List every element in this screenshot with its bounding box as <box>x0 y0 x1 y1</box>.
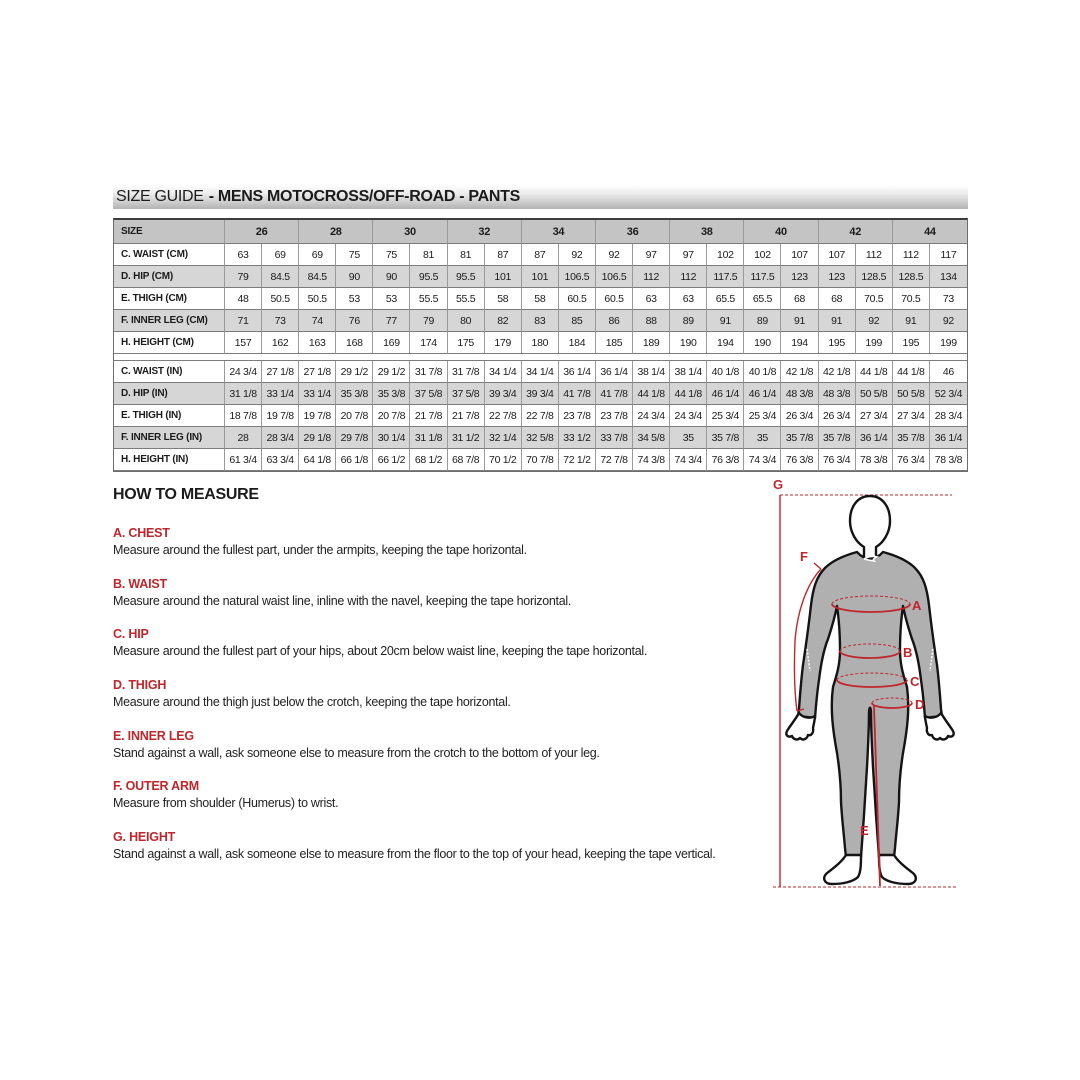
size-cell: 86 <box>596 310 633 332</box>
size-cell: 107 <box>781 244 818 266</box>
measure-section <box>113 627 833 660</box>
size-cell: 33 7/8 <box>596 427 633 449</box>
size-cell: 24 3/4 <box>633 405 670 427</box>
measure-section-label: G. HEIGHT <box>113 829 176 844</box>
size-cell: 163 <box>299 332 336 354</box>
size-cell: 102 <box>707 244 744 266</box>
figure-left-foot <box>824 855 861 884</box>
measure-section-label: F. OUTER ARM <box>113 779 200 794</box>
size-cell: 60.5 <box>559 288 596 310</box>
how-to-measure-section <box>113 486 833 880</box>
size-cell: 77 <box>373 310 410 332</box>
size-cell: 73 <box>262 310 299 332</box>
size-cell: 35 7/8 <box>707 427 744 449</box>
size-cell: 20 7/8 <box>336 405 373 427</box>
size-cell: 36 1/4 <box>856 427 893 449</box>
how-to-measure-heading: HOW TO MEASURE <box>113 486 259 503</box>
size-cell: 27 1/8 <box>262 361 299 383</box>
size-cell: 72 7/8 <box>596 449 633 471</box>
size-cell: 157 <box>225 332 262 354</box>
size-cell: 27 3/4 <box>856 405 893 427</box>
size-cell: 92 <box>856 310 893 332</box>
measure-section-label: A. CHEST <box>113 526 170 540</box>
label-a: A <box>912 598 922 613</box>
row-label: C. WAIST (IN) <box>114 361 225 383</box>
measure-section-text: Measure around the fullest part of your hips, about 20cm below waist line, keeping the tape horizontal. <box>113 644 648 659</box>
size-cell: 169 <box>373 332 410 354</box>
figure-left-hand <box>786 713 815 739</box>
label-c: C <box>910 674 920 689</box>
size-cell: 31 1/2 <box>448 427 485 449</box>
size-cell: 42 1/8 <box>781 361 818 383</box>
size-cell: 112 <box>856 244 893 266</box>
size-cell: 64 1/8 <box>299 449 336 471</box>
size-cell: 195 <box>893 332 930 354</box>
size-column-header: 42 <box>819 220 893 244</box>
size-cell: 112 <box>633 266 670 288</box>
size-cell: 19 7/8 <box>299 405 336 427</box>
size-cell: 76 3/8 <box>707 449 744 471</box>
size-cell: 33 1/4 <box>299 383 336 405</box>
size-cell: 26 3/4 <box>781 405 818 427</box>
size-cell: 90 <box>336 266 373 288</box>
size-cell: 39 3/4 <box>522 383 559 405</box>
size-cell: 91 <box>893 310 930 332</box>
size-column-header: 36 <box>596 220 670 244</box>
size-cell: 75 <box>373 244 410 266</box>
size-cell: 28 <box>225 427 262 449</box>
size-cell: 123 <box>819 266 856 288</box>
size-cell: 76 3/4 <box>819 449 856 471</box>
size-cell: 66 1/8 <box>336 449 373 471</box>
size-column-header: 30 <box>373 220 447 244</box>
size-cell: 35 <box>744 427 781 449</box>
size-cell: 44 1/8 <box>893 361 930 383</box>
size-cell: 35 7/8 <box>893 427 930 449</box>
size-cell: 35 7/8 <box>781 427 818 449</box>
size-cell: 40 1/8 <box>744 361 781 383</box>
size-cell: 74 3/4 <box>670 449 707 471</box>
size-cell: 79 <box>225 266 262 288</box>
measure-section-text: Stand against a wall, ask someone else to measure from the crotch to the bottom of your leg. <box>113 745 600 760</box>
figure-right-foot <box>879 855 916 884</box>
size-column-header: 32 <box>448 220 522 244</box>
size-column-header: 38 <box>670 220 744 244</box>
size-cell: 95.5 <box>410 266 447 288</box>
size-cell: 174 <box>410 332 447 354</box>
size-cell: 29 7/8 <box>336 427 373 449</box>
size-cell: 36 1/4 <box>596 361 633 383</box>
size-cell: 50 5/8 <box>893 383 930 405</box>
size-cell: 194 <box>707 332 744 354</box>
measure-section <box>113 678 833 711</box>
size-cell: 68 <box>781 288 818 310</box>
label-f: F <box>800 549 808 564</box>
size-cell: 78 3/8 <box>930 449 967 471</box>
size-cell: 199 <box>856 332 893 354</box>
human-figure <box>786 496 953 884</box>
measure-section-text: Measure around the natural waist line, inline with the navel, keeping the tape horizontal. <box>113 593 572 608</box>
size-cell: 19 7/8 <box>262 405 299 427</box>
size-cell: 38 1/4 <box>633 361 670 383</box>
size-cell: 88 <box>633 310 670 332</box>
size-cell: 87 <box>522 244 559 266</box>
size-cell: 73 <box>930 288 967 310</box>
size-cell: 32 1/4 <box>485 427 522 449</box>
size-column-header: 40 <box>744 220 818 244</box>
size-cell: 55.5 <box>410 288 447 310</box>
size-cell: 91 <box>707 310 744 332</box>
size-cell: 66 1/2 <box>373 449 410 471</box>
row-label: H. HEIGHT (IN) <box>114 449 225 471</box>
size-cell: 134 <box>930 266 967 288</box>
size-cell: 58 <box>485 288 522 310</box>
size-cell: 60.5 <box>596 288 633 310</box>
figure-right-hand <box>925 713 954 739</box>
size-cell: 84.5 <box>262 266 299 288</box>
size-cell: 24 3/4 <box>225 361 262 383</box>
size-cell: 29 1/2 <box>336 361 373 383</box>
size-cell: 50.5 <box>299 288 336 310</box>
row-label: H. HEIGHT (CM) <box>114 332 225 354</box>
size-cell: 70 1/2 <box>485 449 522 471</box>
size-cell: 52 3/4 <box>930 383 967 405</box>
size-cell: 37 5/8 <box>448 383 485 405</box>
label-g: G <box>773 477 784 492</box>
size-cell: 68 7/8 <box>448 449 485 471</box>
size-cell: 27 3/4 <box>893 405 930 427</box>
size-cell: 48 <box>225 288 262 310</box>
body-measurement-diagram <box>770 473 970 901</box>
size-cell: 42 1/8 <box>819 361 856 383</box>
title-regular: SIZE GUIDE <box>116 188 204 205</box>
size-cell: 69 <box>299 244 336 266</box>
measure-section-label: B. WAIST <box>113 576 167 591</box>
size-cell: 41 7/8 <box>596 383 633 405</box>
size-cell: 175 <box>448 332 485 354</box>
size-cell: 74 <box>299 310 336 332</box>
size-cell: 102 <box>744 244 781 266</box>
size-cell: 106.5 <box>559 266 596 288</box>
size-cell: 75 <box>336 244 373 266</box>
size-cell: 28 3/4 <box>930 405 967 427</box>
size-cell: 44 1/8 <box>633 383 670 405</box>
size-cell: 29 1/2 <box>373 361 410 383</box>
title-bold: - MENS MOTOCROSS/OFF-ROAD - PANTS <box>208 188 520 205</box>
measure-section <box>113 526 833 559</box>
size-cell: 91 <box>781 310 818 332</box>
measure-section <box>113 779 833 812</box>
size-cell: 63 <box>225 244 262 266</box>
measure-section-text: Measure around the thigh just below the crotch, keeping the tape horizontal. <box>113 694 511 709</box>
size-cell: 28 3/4 <box>262 427 299 449</box>
size-cell: 23 7/8 <box>596 405 633 427</box>
measure-sections-list <box>113 526 833 862</box>
size-cell: 190 <box>744 332 781 354</box>
measure-section-text: Stand against a wall, ask someone else to measure from the floor to the top of your head, keeping the tape vertical. <box>113 846 716 861</box>
size-cell: 34 1/4 <box>522 361 559 383</box>
measure-section <box>113 830 833 863</box>
size-cell: 168 <box>336 332 373 354</box>
size-cell: 81 <box>448 244 485 266</box>
size-cell: 74 3/8 <box>633 449 670 471</box>
size-cell: 180 <box>522 332 559 354</box>
size-cell: 189 <box>633 332 670 354</box>
size-cell: 25 3/4 <box>744 405 781 427</box>
size-cell: 101 <box>522 266 559 288</box>
size-cell: 117 <box>930 244 967 266</box>
size-cell: 20 7/8 <box>373 405 410 427</box>
size-cell: 18 7/8 <box>225 405 262 427</box>
size-column-header: 28 <box>299 220 373 244</box>
size-cell: 29 1/8 <box>299 427 336 449</box>
size-column-header: 44 <box>893 220 967 244</box>
size-cell: 128.5 <box>856 266 893 288</box>
size-cell: 106.5 <box>596 266 633 288</box>
row-label: D. HIP (CM) <box>114 266 225 288</box>
size-cell: 123 <box>781 266 818 288</box>
size-cell: 31 1/8 <box>410 427 447 449</box>
size-cell: 195 <box>819 332 856 354</box>
size-cell: 74 3/4 <box>744 449 781 471</box>
size-cell: 89 <box>670 310 707 332</box>
size-cell: 32 5/8 <box>522 427 559 449</box>
size-cell: 38 1/4 <box>670 361 707 383</box>
size-cell: 46 1/4 <box>744 383 781 405</box>
size-cell: 65.5 <box>707 288 744 310</box>
size-cell: 39 3/4 <box>485 383 522 405</box>
table-corner-header: SIZE <box>114 220 225 244</box>
size-cell: 91 <box>819 310 856 332</box>
size-cell: 36 1/4 <box>930 427 967 449</box>
size-cell: 199 <box>930 332 967 354</box>
size-cell: 101 <box>485 266 522 288</box>
row-label: E. THIGH (IN) <box>114 405 225 427</box>
size-cell: 48 3/8 <box>781 383 818 405</box>
size-cell: 76 3/4 <box>893 449 930 471</box>
size-cell: 37 5/8 <box>410 383 447 405</box>
size-cell: 107 <box>819 244 856 266</box>
size-cell: 50.5 <box>262 288 299 310</box>
size-cell: 53 <box>336 288 373 310</box>
size-cell: 128.5 <box>893 266 930 288</box>
size-cell: 36 1/4 <box>559 361 596 383</box>
size-cell: 71 <box>225 310 262 332</box>
size-cell: 46 1/4 <box>707 383 744 405</box>
row-label: E. THIGH (CM) <box>114 288 225 310</box>
size-cell: 50 5/8 <box>856 383 893 405</box>
measure-section-text: Measure around the fullest part, under the armpits, keeping the tape horizontal. <box>113 543 527 557</box>
size-cell: 26 3/4 <box>819 405 856 427</box>
size-cell: 44 1/8 <box>670 383 707 405</box>
label-b: B <box>903 645 913 660</box>
size-cell: 35 <box>670 427 707 449</box>
size-cell: 21 7/8 <box>448 405 485 427</box>
measure-section-label: E. INNER LEG <box>113 728 194 743</box>
size-cell: 53 <box>373 288 410 310</box>
size-cell: 95.5 <box>448 266 485 288</box>
measure-section-label: C. HIP <box>113 627 149 642</box>
measure-section <box>113 729 833 762</box>
size-cell: 34 5/8 <box>633 427 670 449</box>
size-table <box>113 218 968 472</box>
row-label: C. WAIST (CM) <box>114 244 225 266</box>
size-cell: 46 <box>930 361 967 383</box>
size-cell: 31 7/8 <box>448 361 485 383</box>
size-cell: 70 7/8 <box>522 449 559 471</box>
size-cell: 117.5 <box>707 266 744 288</box>
size-cell: 112 <box>670 266 707 288</box>
size-cell: 61 3/4 <box>225 449 262 471</box>
size-cell: 44 1/8 <box>856 361 893 383</box>
size-cell: 85 <box>559 310 596 332</box>
size-cell: 68 <box>819 288 856 310</box>
size-cell: 35 3/8 <box>373 383 410 405</box>
size-cell: 65.5 <box>744 288 781 310</box>
size-cell: 83 <box>522 310 559 332</box>
size-cell: 81 <box>410 244 447 266</box>
size-cell: 40 1/8 <box>707 361 744 383</box>
size-cell: 30 1/4 <box>373 427 410 449</box>
size-cell: 97 <box>633 244 670 266</box>
measure-section-text: Measure from shoulder (Humerus) to wrist. <box>113 796 339 811</box>
size-cell: 80 <box>448 310 485 332</box>
size-cell: 190 <box>670 332 707 354</box>
size-guide-title-bar <box>113 185 968 209</box>
size-cell: 92 <box>596 244 633 266</box>
row-label: F. INNER LEG (IN) <box>114 427 225 449</box>
size-cell: 87 <box>485 244 522 266</box>
size-cell: 24 3/4 <box>670 405 707 427</box>
size-cell: 21 7/8 <box>410 405 447 427</box>
size-cell: 72 1/2 <box>559 449 596 471</box>
size-cell: 162 <box>262 332 299 354</box>
size-cell: 70.5 <box>893 288 930 310</box>
size-cell: 31 7/8 <box>410 361 447 383</box>
size-cell: 63 <box>670 288 707 310</box>
size-cell: 58 <box>522 288 559 310</box>
row-label: F. INNER LEG (CM) <box>114 310 225 332</box>
label-d: D <box>915 697 925 712</box>
size-cell: 70.5 <box>856 288 893 310</box>
size-cell: 79 <box>410 310 447 332</box>
size-cell: 117.5 <box>744 266 781 288</box>
size-cell: 22 7/8 <box>485 405 522 427</box>
table-unit-spacer <box>114 354 967 361</box>
size-cell: 76 <box>336 310 373 332</box>
size-column-header: 34 <box>522 220 596 244</box>
size-cell: 25 3/4 <box>707 405 744 427</box>
size-column-header: 26 <box>225 220 299 244</box>
size-cell: 78 3/8 <box>856 449 893 471</box>
size-cell: 34 1/4 <box>485 361 522 383</box>
size-cell: 63 3/4 <box>262 449 299 471</box>
size-cell: 89 <box>744 310 781 332</box>
size-cell: 179 <box>485 332 522 354</box>
size-cell: 82 <box>485 310 522 332</box>
row-label: D. HIP (IN) <box>114 383 225 405</box>
label-e: E <box>860 823 869 838</box>
measure-section <box>113 577 833 610</box>
size-cell: 23 7/8 <box>559 405 596 427</box>
size-cell: 112 <box>893 244 930 266</box>
size-cell: 84.5 <box>299 266 336 288</box>
size-cell: 27 1/8 <box>299 361 336 383</box>
size-cell: 184 <box>559 332 596 354</box>
size-cell: 97 <box>670 244 707 266</box>
size-cell: 35 7/8 <box>819 427 856 449</box>
size-cell: 41 7/8 <box>559 383 596 405</box>
size-cell: 33 1/4 <box>262 383 299 405</box>
size-cell: 185 <box>596 332 633 354</box>
size-cell: 63 <box>633 288 670 310</box>
size-cell: 55.5 <box>448 288 485 310</box>
size-cell: 76 3/8 <box>781 449 818 471</box>
size-cell: 92 <box>559 244 596 266</box>
measure-section-label: D. THIGH <box>113 677 167 692</box>
size-cell: 22 7/8 <box>522 405 559 427</box>
size-cell: 35 3/8 <box>336 383 373 405</box>
size-cell: 92 <box>930 310 967 332</box>
size-cell: 194 <box>781 332 818 354</box>
size-cell: 68 1/2 <box>410 449 447 471</box>
size-cell: 31 1/8 <box>225 383 262 405</box>
size-cell: 90 <box>373 266 410 288</box>
size-cell: 33 1/2 <box>559 427 596 449</box>
size-cell: 48 3/8 <box>819 383 856 405</box>
size-cell: 69 <box>262 244 299 266</box>
